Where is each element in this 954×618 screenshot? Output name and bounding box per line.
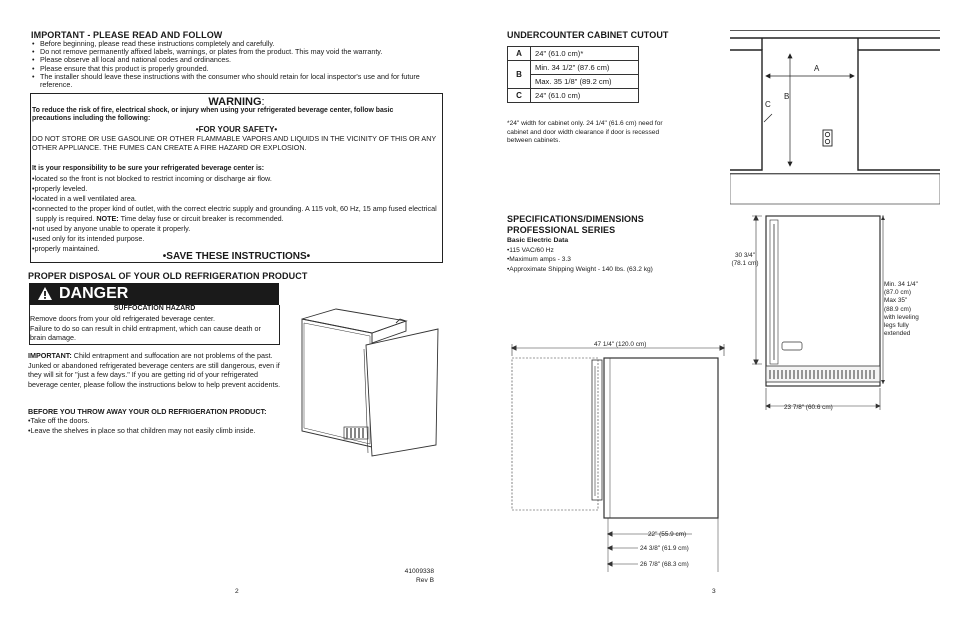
before-item: •Leave the shelves in place so that children may not easily climb inside. xyxy=(28,426,256,435)
before-heading: BEFORE YOU THROW AWAY YOUR OLD REFRIGERATION PRODUCT: xyxy=(28,407,267,416)
cutout-row-a xyxy=(508,47,639,61)
leg-height-label xyxy=(884,281,936,338)
note-text: Time delay fuse or circuit breaker is recommended. xyxy=(118,214,284,223)
row-value: 24" (61.0 cm)* xyxy=(531,47,639,61)
depth-22-label: 22" (55.9 cm) xyxy=(648,531,687,538)
spec-item: •115 VAC/60 Hz xyxy=(507,247,554,254)
page-number-left: 2 xyxy=(235,588,239,595)
label-b: B xyxy=(784,92,790,101)
leg-line: extended xyxy=(884,330,911,338)
width-open-label: 47 1/4" (120.0 cm) xyxy=(594,341,647,348)
specs-list xyxy=(507,246,707,274)
responsibility-item: •used only for its intended purpose. xyxy=(32,234,145,243)
responsibility-heading: It is your responsibility to be sure your refrigerated beverage center is: xyxy=(32,165,265,172)
responsibility-list xyxy=(32,174,440,254)
hazard-text-1: Remove doors from your old refrigerated beverage center. xyxy=(30,314,215,323)
warning-box xyxy=(30,93,443,263)
important-heading: IMPORTANT - PLEASE READ AND FOLLOW xyxy=(31,30,223,40)
responsibility-item: •connected to the proper kind of outlet, with the correct electric supply and grounding. A 115 volt, 60 Hz, 15 amp fused electrical supply is required. NOTE: Time delay fuse or circuit breaker is recommended. xyxy=(32,204,437,223)
responsibility-item: •properly leveled. xyxy=(32,184,88,193)
leg-line: with leveling xyxy=(884,313,919,321)
important-item: • Please observe all local and national codes and ordinances. xyxy=(31,56,441,64)
warning-triangle-icon xyxy=(37,286,53,301)
danger-banner xyxy=(29,283,279,305)
warning-title: WARNING: xyxy=(208,96,265,108)
front-width-label: 23 7/8" (60.6 cm) xyxy=(784,404,833,411)
depth-26-label: 26 7/8" (68.3 cm) xyxy=(640,561,689,568)
hazard-heading: SUFFOCATION HAZARD xyxy=(113,305,196,312)
doc-number: 41009338 xyxy=(404,568,434,575)
row-key: A xyxy=(508,47,531,61)
note-label: NOTE: xyxy=(94,214,119,223)
page-number-right: 3 xyxy=(712,588,716,595)
danger-box xyxy=(29,305,280,345)
spec-item: •Approximate Shipping Weight - 140 lbs. (63.2 kg) xyxy=(507,265,653,273)
label-c: C xyxy=(765,100,771,109)
old-refrigerator-illustration xyxy=(296,307,446,457)
electric-data-heading: Basic Electric Data xyxy=(507,237,569,244)
hazard-text-2: Failure to do so can result in child entrapment, which can cause death or brain damage. xyxy=(30,324,261,343)
height-label: 30 3/4" (78.1 cm) xyxy=(731,252,759,267)
before-item: •Take off the doors. xyxy=(28,416,90,425)
cutout-table xyxy=(507,46,639,103)
leg-line: Min. 34 1/4" xyxy=(884,281,918,288)
row-key: B xyxy=(508,61,531,89)
depth-24-label: 24 3/8" (61.9 cm) xyxy=(640,545,689,552)
row-value: Min. 34 1/2" (87.6 cm) Max. 35 1/8" (89.2 cm) xyxy=(531,61,639,89)
safety-text: DO NOT STORE OR USE GASOLINE OR OTHER FLAMMABLE VAPORS AND LIQUIDS IN THE VICINITY OF THIS OR ANY OTHER APPLIANCE. THE FUMES CAN CREATE A FIRE HAZARD OR EXPLOSION. xyxy=(32,134,437,153)
specs-heading-2: PROFESSIONAL SERIES xyxy=(507,225,616,235)
important-item: • The installer should leave these instructions with the consumer who should retain for local inspector's use and for future reference. xyxy=(31,73,441,89)
save-instructions: •SAVE THESE INSTRUCTIONS• xyxy=(162,251,311,262)
revision: Rev B xyxy=(416,577,434,584)
cutout-footnote: *24" width for cabinet only. 24 1/4" (61.6 cm) need for cabinet and door width clearance if door is recessed between cabinets. xyxy=(507,120,663,145)
cutout-heading: UNDERCOUNTER CABINET CUTOUT xyxy=(507,30,669,40)
important-item: • Before beginning, please read these instructions completely and carefully. xyxy=(31,40,441,48)
responsibility-item: •not used by anyone unable to operate it properly. xyxy=(32,224,191,233)
important-item: • Do not remove permanently affixed labels, warnings, or plates from the product. This may void the warranty. xyxy=(31,48,441,56)
row-key: C xyxy=(508,89,531,103)
responsibility-item: •properly maintained. xyxy=(32,244,100,253)
important-list xyxy=(31,40,441,89)
cabinet-cutout-diagram xyxy=(730,30,940,206)
cutout-row-c xyxy=(508,89,639,103)
leg-line: (88.9 cm) xyxy=(884,305,911,313)
danger-title: DANGER xyxy=(59,285,129,302)
important-note: IMPORTANT: Child entrapment and suffocation are not problems of the past. Junked or abandoned refrigerated beverage centers are still dangerous, even if they will sit for "just a few days." If you are getting rid of your refrigerated beverage center, please follow the instructions below to help prevent accidents. xyxy=(28,351,281,389)
top-view-door-open-diagram xyxy=(508,336,728,576)
safety-heading: •FOR YOUR SAFETY• xyxy=(195,125,278,134)
important-item: • Please ensure that this product is properly grounded. xyxy=(31,65,441,73)
disposal-heading: PROPER DISPOSAL OF YOUR OLD REFRIGERATION PRODUCT xyxy=(28,271,308,281)
label-a: A xyxy=(814,64,820,73)
leg-line: legs fully xyxy=(884,322,909,330)
leg-line: Max 35" xyxy=(884,297,908,305)
spec-item: •Maximum amps - 3.3 xyxy=(507,256,571,264)
front-view-diagram xyxy=(726,210,886,420)
row-value: 24" (61.0 cm) xyxy=(531,89,639,103)
responsibility-item: •located so the front is not blocked to restrict incoming or discharge air flow. xyxy=(32,174,272,183)
cutout-row-b xyxy=(508,61,639,89)
responsibility-item: •located in a well ventilated area. xyxy=(32,194,137,203)
leg-line: (87.0 cm) xyxy=(884,289,911,297)
warning-intro: To reduce the risk of fire, electrical shock, or injury when using your refrigerated beverage center, follow basic precautions including the following: xyxy=(32,107,394,123)
before-list xyxy=(28,416,298,436)
specs-heading-1: SPECIFICATIONS/DIMENSIONS xyxy=(507,214,644,224)
